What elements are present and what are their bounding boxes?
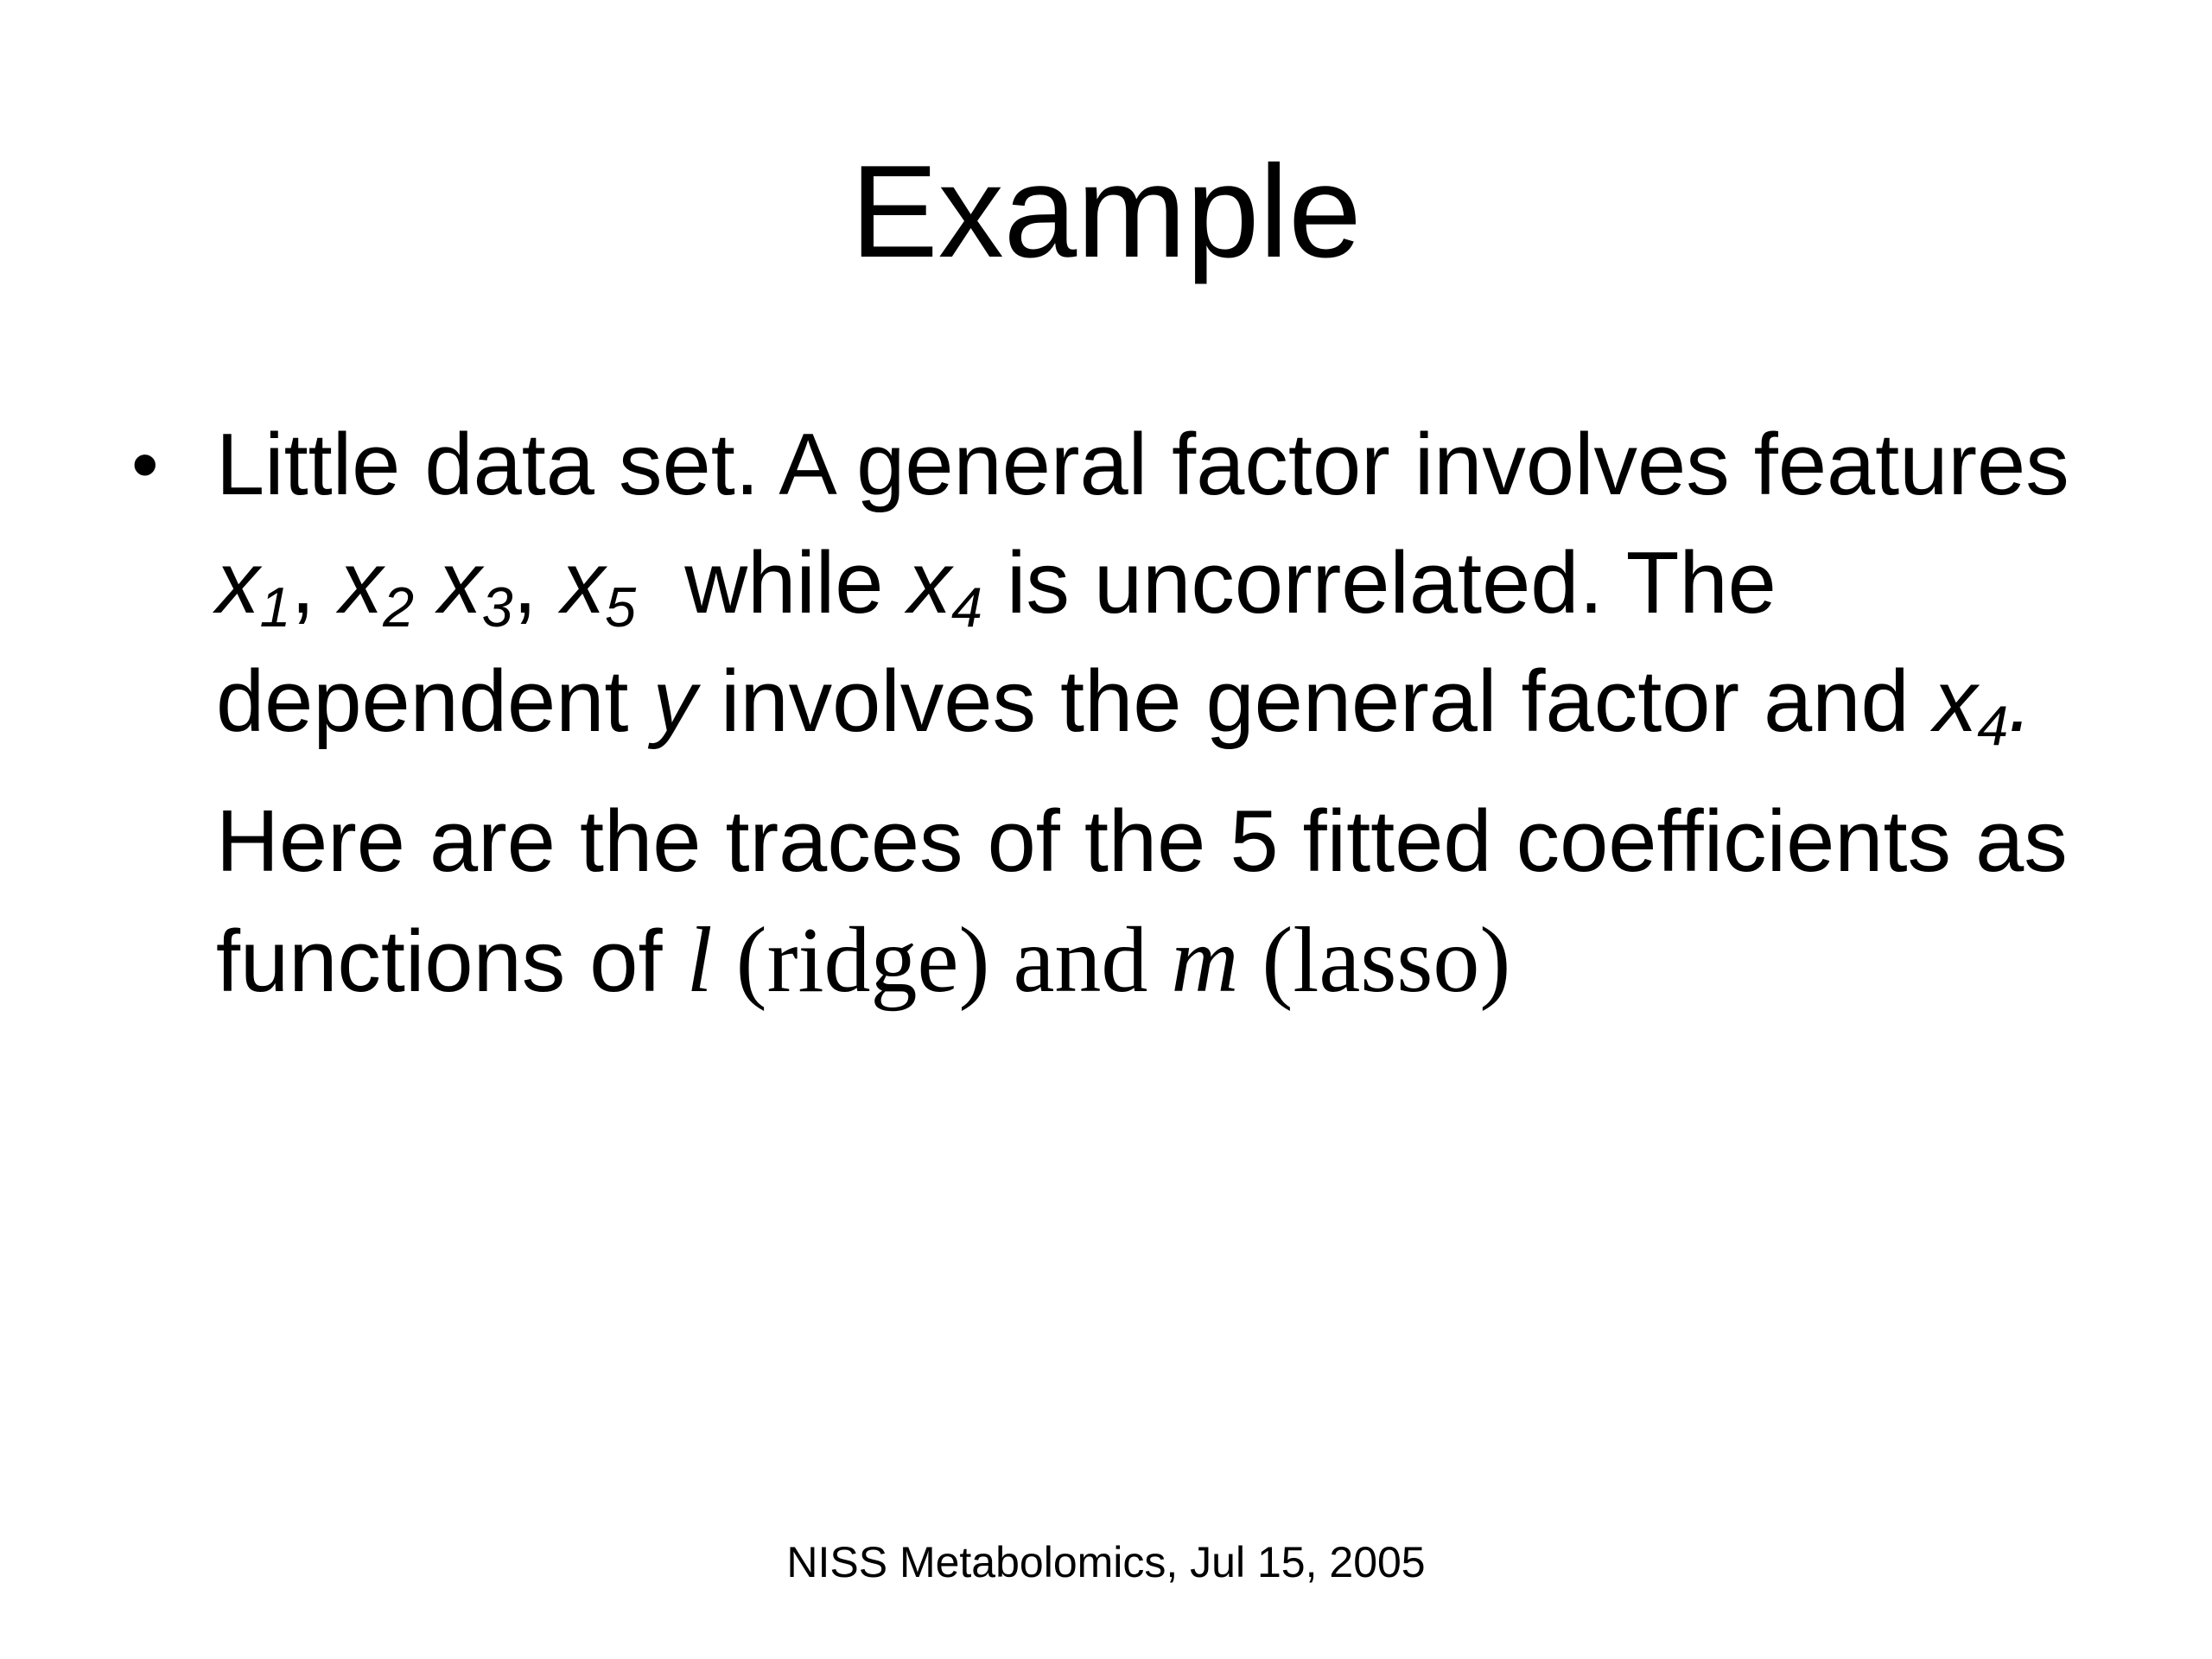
slide-body [131, 406, 2074, 1021]
variable-x3: $x_3$ [438, 535, 513, 639]
variable-x4-second: $x_4$ [1933, 653, 2009, 758]
variable-x5: $x_5$ [561, 535, 637, 639]
text-run: is uncorrelated. The dependent [216, 535, 1777, 750]
variable-x1: $x_1$ [216, 535, 291, 639]
text-run: , [512, 535, 562, 632]
variable-x4: $x_4$ [907, 535, 982, 639]
text-run: . [2008, 653, 2033, 750]
text-run: while [636, 535, 908, 632]
variable-l: l [686, 909, 713, 1012]
bullet-paragraph [216, 406, 2074, 761]
slide-footer: NISS Metabolomics, Jul 15, 2005 [786, 1538, 1426, 1586]
text-run: (lasso) [1238, 909, 1511, 1012]
text-run [414, 535, 438, 632]
text-run: Here are the traces of the 5 fitted coefficients as functions of [216, 793, 2068, 1010]
text-run: (ridge) and [712, 909, 1172, 1012]
variable-x2: $x_2$ [339, 535, 415, 639]
slide-title: Example [850, 138, 1362, 285]
text-run: Little data set. A general factor involves features [216, 416, 2069, 513]
variable-y: y [652, 653, 696, 750]
text-run: involves the general factor and [696, 653, 1934, 750]
bullet-icon: • [131, 422, 159, 508]
continuation-paragraph [216, 783, 2074, 1021]
variable-m: m [1171, 909, 1239, 1012]
text-run: , [290, 535, 340, 632]
